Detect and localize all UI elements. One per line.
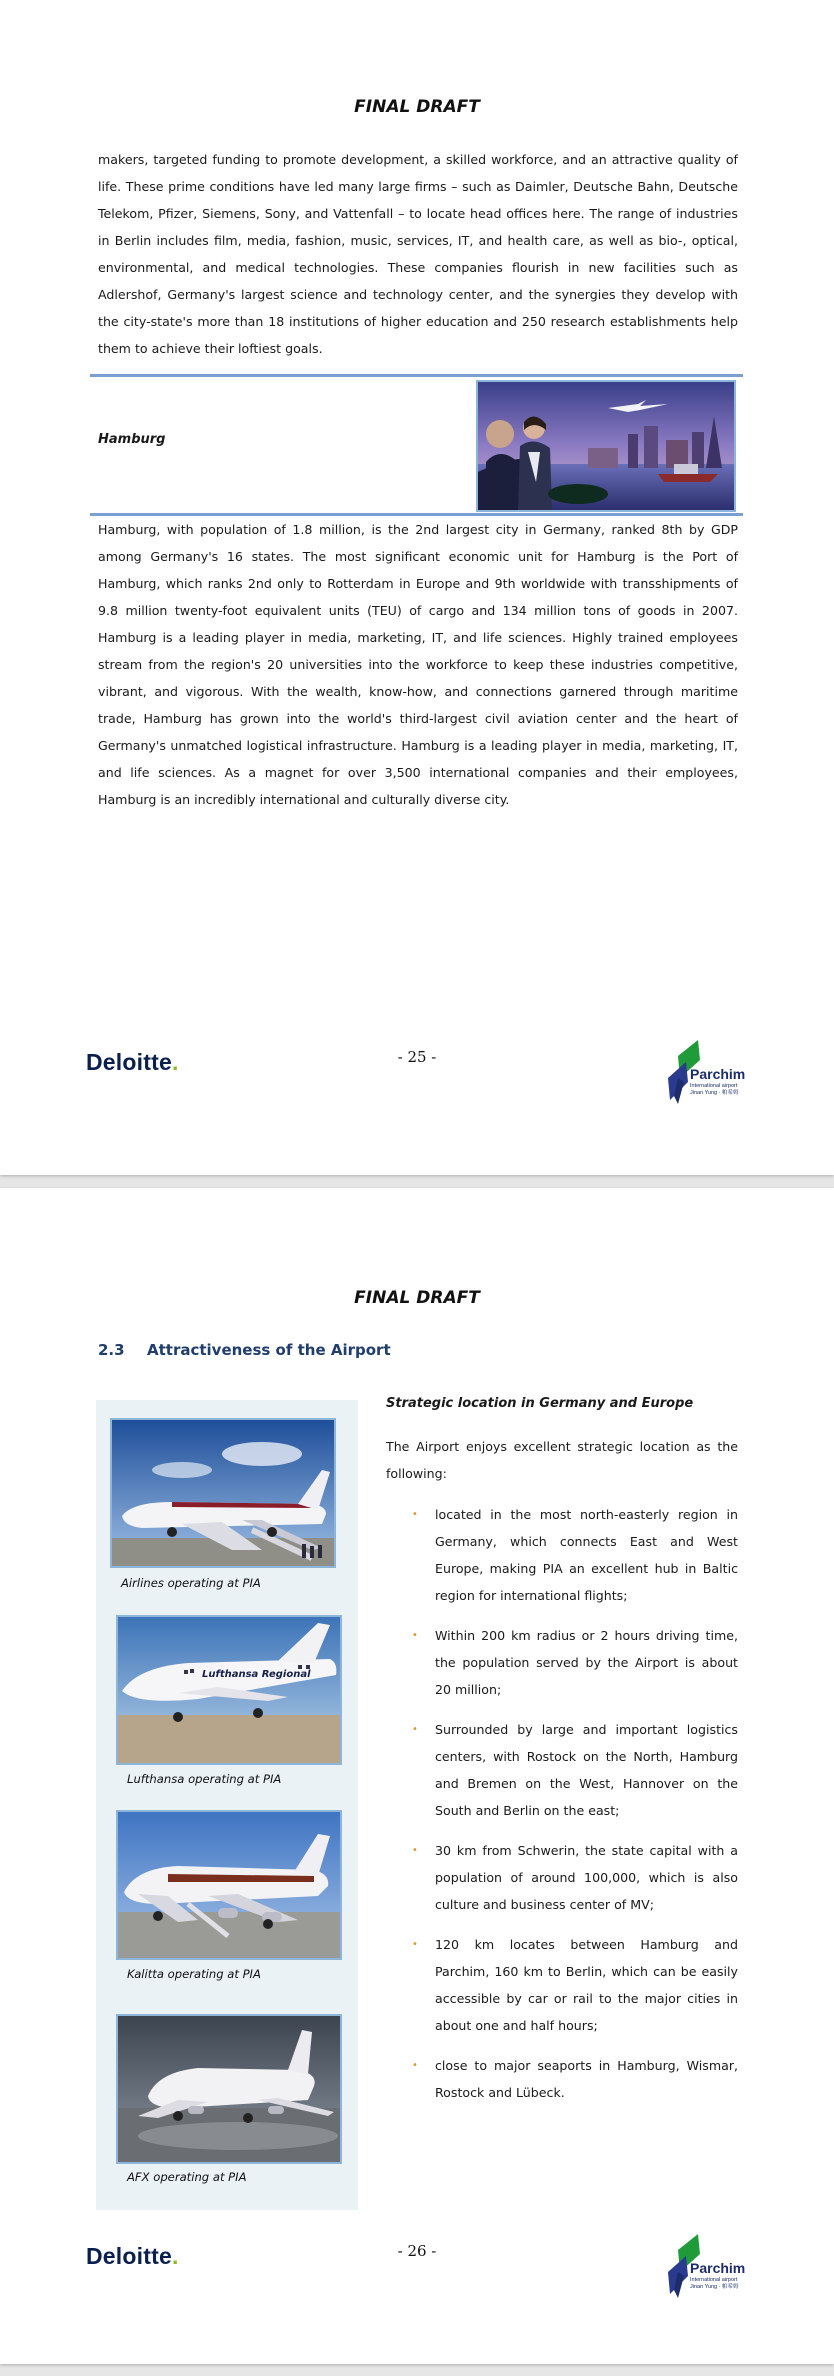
bullet-item: • Surrounded by large and important logistics centers, with Rostock on the North, Hamburg and Bremen on the West, Hannover on the South and Berlin on the east; (386, 1716, 738, 1824)
caption-afx: AFX operating at PIA (127, 2170, 247, 2184)
bullet-item: • located in the most north-easterly region in Germany, which connects East and West Europe, making PIA an excellent hub in Baltic region for international flights; (386, 1501, 738, 1609)
section-heading (98, 1341, 391, 1359)
lufthansa-photo (116, 1615, 342, 1765)
bullet-icon: • (412, 1845, 418, 1856)
airlines-photo (110, 1418, 336, 1568)
draft-title: FINAL DRAFT (354, 1288, 480, 1308)
hamburg-heading: Hamburg (98, 432, 166, 447)
caption-kalitta: Kalitta operating at PIA (127, 1967, 261, 1981)
bullet-item: • 120 km locates between Hamburg and Parchim, 160 km to Berlin, which can be easily accessible by car or rail to the major cities in about one and half hours; (386, 1931, 738, 2039)
caption-lufthansa: Lufthansa operating at PIA (127, 1772, 282, 1786)
hamburg-photo-illustration (478, 382, 734, 510)
deloitte-logo: Deloitte. (86, 2243, 179, 2269)
page-number: - 25 - (397, 1048, 437, 1066)
kalitta-photo (116, 1810, 342, 1960)
strategic-bullet-list (386, 1501, 738, 2119)
section-number: 2.3 (98, 1341, 125, 1359)
deloitte-logo: Deloitte. (86, 1049, 179, 1075)
lufthansa-photo-illustration (118, 1617, 340, 1763)
section-divider-top (90, 374, 743, 377)
bullet-item: • close to major seaports in Hamburg, Wismar, Rostock and Lübeck. (386, 2052, 738, 2106)
bullet-item: • 30 km from Schwerin, the state capital with a population of around 100,000, which is also culture and business center of MV; (386, 1837, 738, 1918)
bullet-item: • Within 200 km radius or 2 hours driving time, the population served by the Airport is about 20 million; (386, 1622, 738, 1703)
afx-photo (116, 2014, 342, 2164)
bullet-icon: • (412, 2060, 418, 2071)
caption-airlines: Airlines operating at PIA (121, 1576, 261, 1590)
parchim-airport-logo: Parchim International airport Jinan Yung · 帕希姆 (664, 2232, 754, 2302)
bullet-icon: • (412, 1630, 418, 1641)
draft-title: FINAL DRAFT (354, 97, 480, 117)
bullet-icon: • (412, 1509, 418, 1520)
lufthansa-livery-text: Lufthansa Regional (202, 1669, 311, 1680)
hamburg-business-photo (476, 380, 736, 512)
bullet-icon: • (412, 1724, 418, 1735)
bullet-icon: • (412, 1939, 418, 1950)
document-page-25 (0, 0, 834, 1175)
hamburg-paragraph: Hamburg, with population of 1.8 million, is the 2nd largest city in Germany, ranked 8th by GDP among Germany's 16 states. The most significant economic unit for Hamburg is the Port of Hamburg, which ranks 2nd only to Rotterdam in Europe and 9th worldwide with transshipments of 9.8 million twenty-foot equivalent units (TEU) of cargo and 134 million tons of goods in 2007. Hamburg is a leading player in media, marketing, IT, and life sciences. Highly trained employees stream from the region's 20 universities into the workforce to keep these industries competitive, vibrant, and vigorous. With the wealth, know-how, and connections garnered through maritime trade, Hamburg has grown into the world's third-largest civil aviation center and the heart of Germany's unmatched logistical infrastructure. Hamburg is a leading player in media, marketing, IT, and life sciences. As a magnet for over 3,500 international companies and their employees, Hamburg is an incredibly international and culturally diverse city. (98, 522, 738, 807)
strategic-intro: The Airport enjoys excellent strategic location as the following: (386, 1439, 738, 1481)
section-title: Attractiveness of the Airport (147, 1341, 391, 1359)
kalitta-photo-illustration (118, 1812, 340, 1958)
airlines-photo-illustration (112, 1420, 334, 1566)
page-number: - 26 - (397, 2242, 437, 2260)
berlin-paragraph: makers, targeted funding to promote development, a skilled workforce, and an attractive quality of life. These prime conditions have led many large firms – such as Daimler, Deutsche Bahn, Deutsche Telekom, Pfizer, Siemens, Sony, and Vattenfall – to locate head offices here. The range of industries in Berlin includes film, media, fashion, music, services, IT, and health care, as well as bio-, optical, environmental, and medical technologies. These companies flourish in new facilities such as Adlershof, Germany's largest science and technology center, and the synergies they develop with the city-state's more than 18 institutions of higher education and 250 research establishments help them to achieve their loftiest goals. (98, 152, 738, 356)
afx-photo-illustration (118, 2016, 340, 2162)
strategic-location-heading: Strategic location in Germany and Europe (386, 1396, 694, 1411)
parchim-airport-logo: Parchim International airport Jinan Yung · 帕希姆 (664, 1038, 754, 1108)
